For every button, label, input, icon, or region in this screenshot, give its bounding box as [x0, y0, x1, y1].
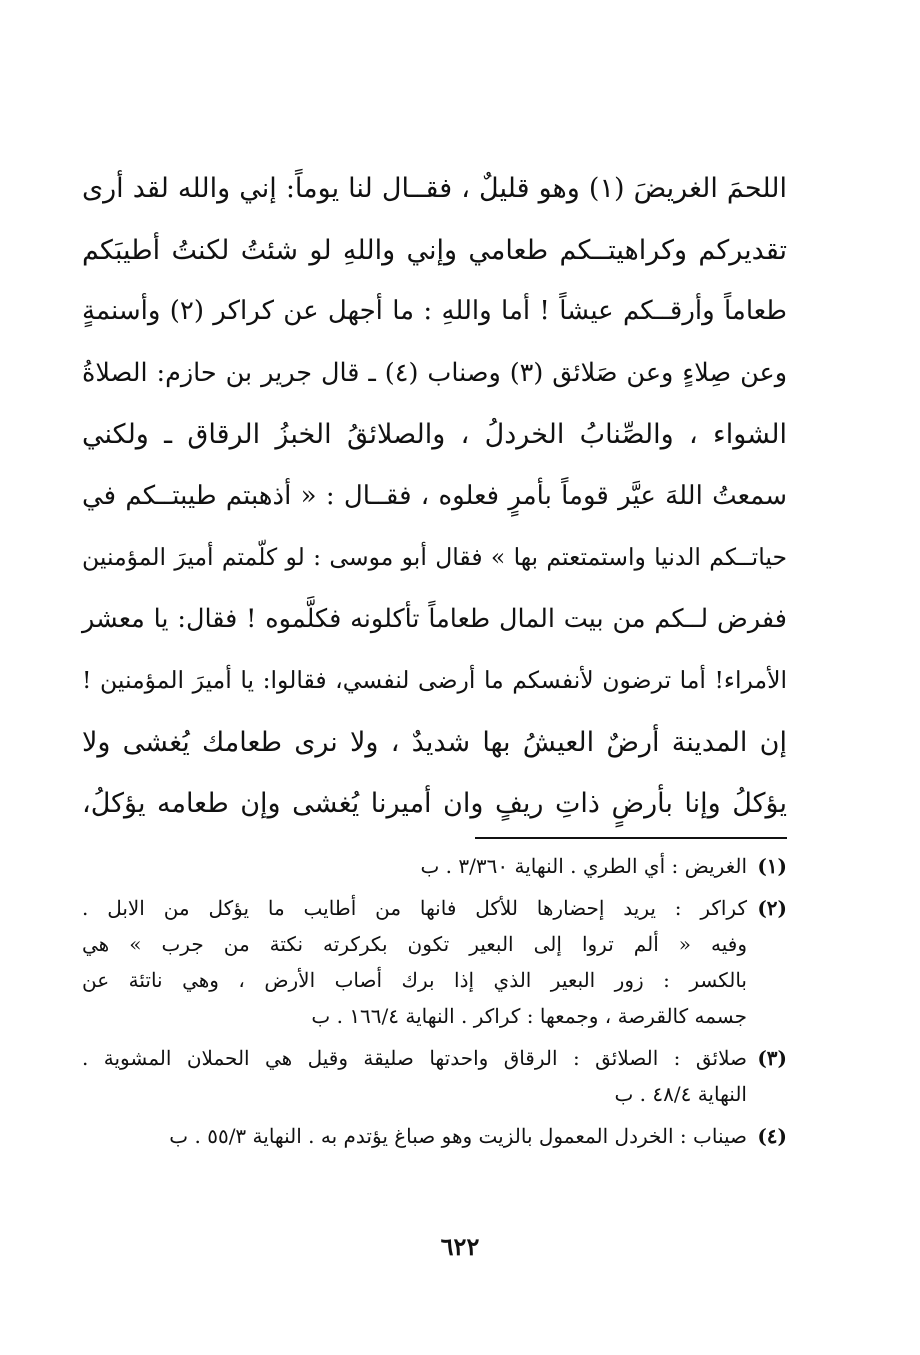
body-line: سمعتُ اللهَ عيَّر قوماً بأمرٍ فعلوه ، فقــال : « أذهبتم طيبتــكم في	[82, 480, 787, 511]
body-line: إن المدينة أرضٌ العيشُ بها شديدٌ ، ولا نرى طعامك يُغشى ولا	[82, 726, 787, 758]
body-line: حياتــكم الدنيا واستمتعتم بها » فقال أبو موسى : لو كلّمتم أميرَ المؤمنين	[82, 543, 787, 571]
body-line: الشواء ، والصِّنابُ الخردلُ ، والصلائقُ الخبزُ الرقاق ـ ولكني	[82, 419, 787, 450]
body-line: طعاماً وأرقــكم عيشاً ! أما واللهِ : ما أجهل عن كراكر (٢) وأسنمةٍ	[82, 296, 787, 326]
footnote-3	[82, 1040, 787, 1112]
body-line: ففرض لــكم من بيت المال طعاماً تأكلونه فكلَّموه ! فقال: يا معشر	[82, 603, 787, 634]
footnote-number: (٤)	[757, 1124, 787, 1148]
body-line: يؤكلُ وإنا بأرضٍ ذاتِ ريفٍ وان أميرنا يُغشى وإن طعامه يؤكلُ،	[82, 788, 787, 819]
footnote-line: بالكسر : زور البعير الذي إذا برك أصاب الأرض ، وهي ناتئة عن	[82, 968, 747, 992]
footnote-line: صيناب : الخردل المعمول بالزيت وهو صباغ يؤتدم به . النهاية ٥٥/٣ . ب	[169, 1124, 747, 1148]
body-line: الأمراء! أما ترضون لأنفسكم ما أرضى لنفسي، فقالوا: يا أميرَ المؤمنين !	[82, 666, 787, 694]
footnote-4	[82, 1118, 787, 1154]
footnote-line: جسمه كالقرصة ، وجمعها : كراكر . النهاية ١٦٦/٤ . ب	[311, 1004, 747, 1028]
footnote-divider	[475, 837, 787, 839]
footnote-text	[82, 848, 747, 884]
footnote-number: (٣)	[757, 1046, 787, 1070]
main-text	[82, 158, 787, 835]
body-line: تقديركم وكراهيتــكم طعامي وإني واللهِ لو شئتُ لكنتُ أطيبَكم	[82, 234, 787, 266]
footnote-number: (١)	[757, 854, 787, 878]
body-line: وعن صِلاءٍ وعن صَلائق (٣) وصناب (٤) ـ قال جرير بن حازم: الصلاةُ	[82, 357, 788, 388]
footnote-1	[82, 848, 787, 884]
footnote-text	[82, 890, 747, 1034]
footnote-line: كراكر : يريد إحضارها للأكل فانها من أطايب ما يؤكل من الابل .	[82, 896, 747, 920]
footnote-text	[82, 1118, 747, 1154]
body-line: اللحمَ الغريضَ (١) وهو قليلٌ ، فقــال لنا يوماً: إني والله لقد أرى	[82, 173, 787, 204]
footnote-line: وفيه « ألم تروا إلى البعير تكون بكركرته نكتة من جرب » هي	[82, 932, 747, 956]
footnote-number: (٢)	[757, 896, 787, 920]
footnote-line: صلائق : الصلائق : الرقاق واحدتها صليقة وقيل هي الحملان المشوية .	[82, 1046, 747, 1070]
footnote-line: الغريض : أي الطري . النهاية ٣/٣٦٠ . ب	[420, 854, 747, 878]
footnote-line: النهاية ٤٨/٤ . ب	[614, 1082, 747, 1106]
footnotes	[82, 848, 787, 1160]
footnote-text	[82, 1040, 747, 1112]
footnote-2	[82, 890, 787, 1034]
page-number: ٦٢٢	[440, 1232, 480, 1261]
